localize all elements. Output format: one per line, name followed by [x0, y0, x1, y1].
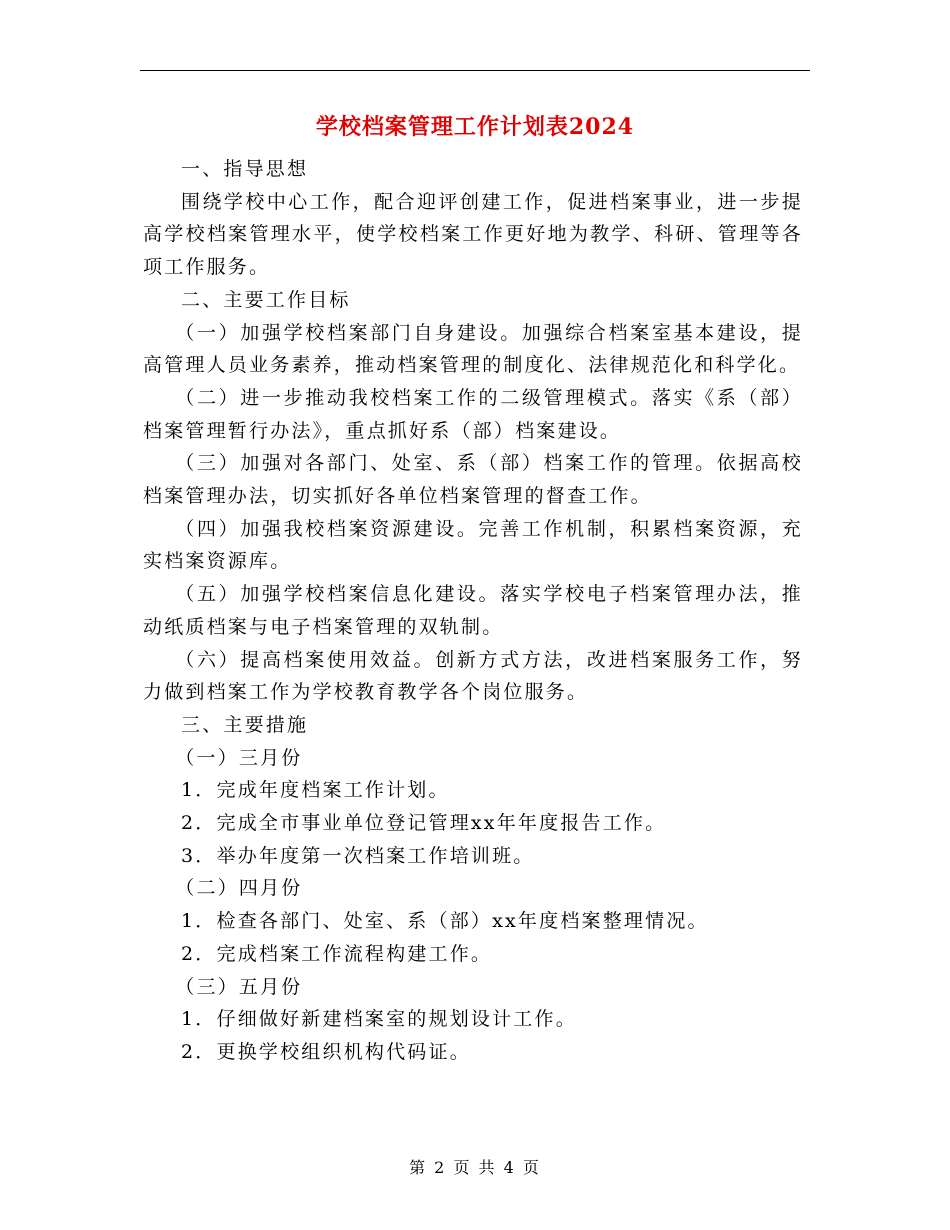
paragraph: （四）加强我校档案资源建设。完善工作机制，积累档案资源，充实档案资源库。 [143, 517, 803, 573]
subsection-heading: （一）三月份 [175, 746, 303, 769]
section-heading: 三、主要措施 [181, 713, 309, 736]
list-item: 2．更换学校组织机构代码证。 [181, 1040, 471, 1063]
paragraph: （三）加强对各部门、处室、系（部）档案工作的管理。依据高校档案管理办法，切实抓好各单位档案管理的督查工作。 [143, 452, 803, 508]
paragraph: 围绕学校中心工作，配合迎评创建工作，促进档案事业，进一步提高学校档案管理水平，使学校档案工作更好地为教学、科研、管理等各项工作服务。 [143, 190, 803, 279]
list-item: 3．举办年度第一次档案工作培训班。 [181, 844, 535, 867]
section-heading: 二、主要工作目标 [181, 288, 351, 311]
document-body [143, 153, 803, 1069]
list-item: 1．检查各部门、处室、系（部）xx年度档案整理情况。 [181, 910, 709, 933]
list-item: 2．完成档案工作流程构建工作。 [181, 942, 493, 965]
header-rule [140, 70, 810, 71]
paragraph: （一）加强学校档案部门自身建设。加强综合档案室基本建设，提高管理人员业务素养，推动档案管理的制度化、法律规范化和科学化。 [143, 321, 803, 377]
paragraph: （六）提高档案使用效益。创新方式方法，改进档案服务工作，努力做到档案工作为学校教育教学各个岗位服务。 [143, 648, 803, 704]
subsection-heading: （三）五月份 [175, 975, 303, 998]
list-item: 1．完成年度档案工作计划。 [181, 779, 450, 802]
paragraph: （二）进一步推动我校档案工作的二级管理模式。落实《系（部）档案管理暂行办法》，重点抓好系（部）档案建设。 [143, 386, 803, 442]
list-item: 2．完成全市事业单位登记管理xx年年度报告工作。 [181, 812, 667, 835]
page-number: 第 2 页 共 4 页 [409, 1158, 541, 1177]
subsection-heading: （二）四月份 [175, 877, 303, 900]
document-title: 学校档案管理工作计划表2024 [315, 114, 635, 140]
section-heading: 一、指导思想 [181, 158, 309, 180]
paragraph: （五）加强学校档案信息化建设。落实学校电子档案管理办法，推动纸质档案与电子档案管理的双轨制。 [143, 583, 803, 638]
list-item: 1．仔细做好新建档案室的规划设计工作。 [181, 1008, 577, 1031]
